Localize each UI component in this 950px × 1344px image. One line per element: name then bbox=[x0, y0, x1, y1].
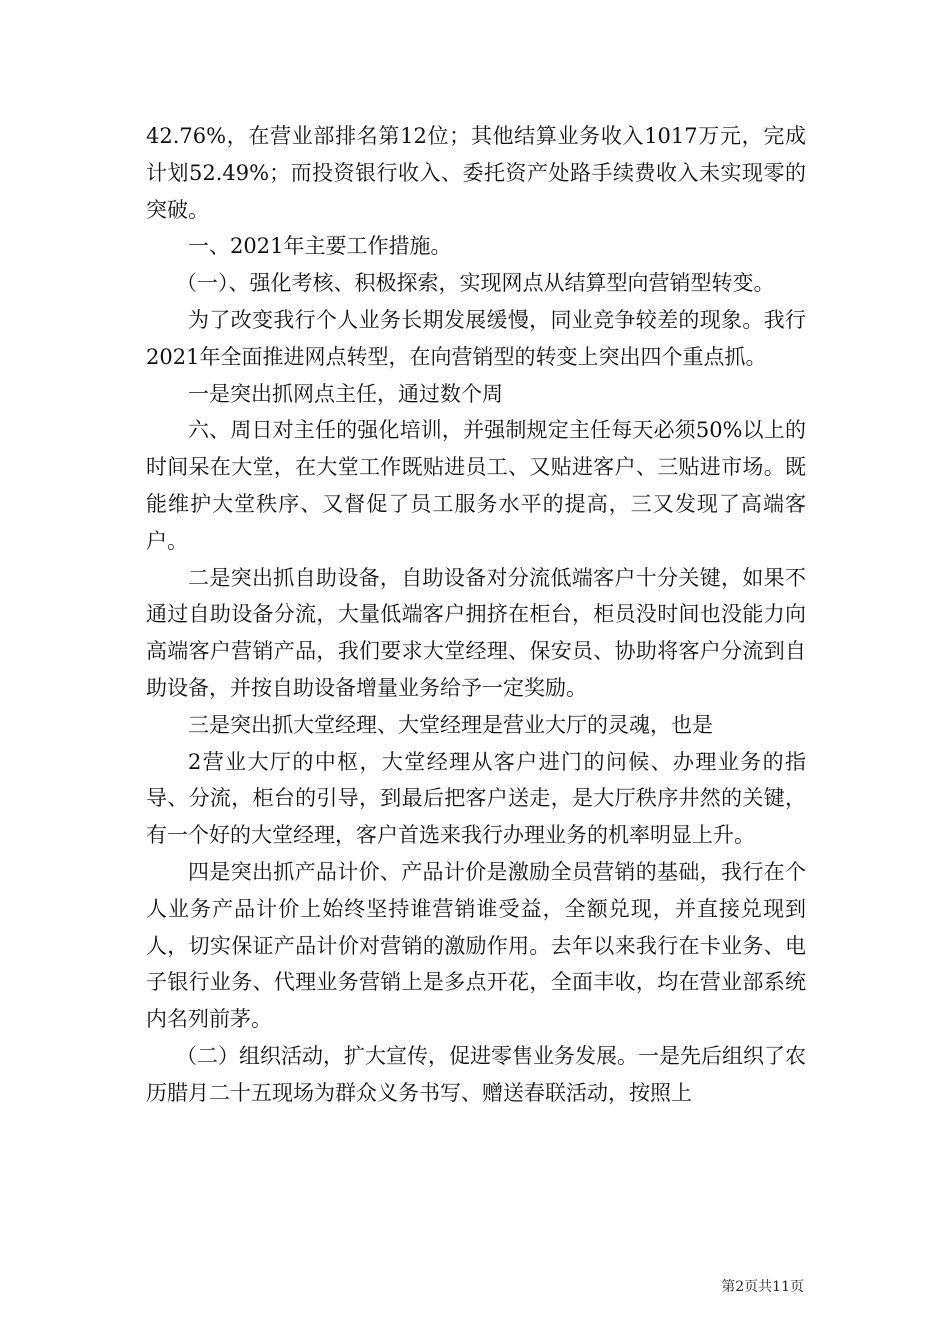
paragraph-5: 一是突出抓网点主任，通过数个周 bbox=[188, 381, 503, 406]
paragraph-7: 二是突出抓自助设备，自助设备对分流低端客户十分关键，如果不通过自助设备分流，大量低端客户拥挤在柜台，柜员没时间也没能力向高端客户营销产品，我们要求大堂经理、保安员、协助将客户分流到自助设备，并按自助设备增量业务给予一定奖励。 bbox=[146, 565, 806, 700]
paragraph-6: 六、周日对主任的强化培训，并强制规定主任每天必须50%以上的时间呆在大堂，在大堂工作既贴进员工、又贴进客户、三贴进市场。既能维护大堂秩序、又督促了员工服务水平的提高，三又发现了高端客户。 bbox=[146, 418, 806, 553]
paragraph-10: 四是突出抓产品计价、产品计价是激励全员营销的基础，我行在个人业务产品计价上始终坚持谁营销谁受益，全额兑现，并直接兑现到人，切实保证产品计价对营销的激励作用。去年以来我行在卡业务、电子银行业务、代理业务营销上是多点开花，全面丰收，均在营业部系统内名列前茅。 bbox=[146, 859, 806, 1032]
body-text bbox=[146, 118, 806, 1112]
paragraph-9: 2营业大厅的中枢，大堂经理从客户进门的问候、办理业务的指导、分流，柜台的引导，到最后把客户送走，是大厅秩序井然的关键，有一个好的大堂经理，客户首选来我行办理业务的机率明显上升。 bbox=[146, 749, 806, 848]
paragraph-11: （二）组织活动，扩大宣传，促进零售业务发展。一是先后组织了农历腊月二十五现场为群众义务书写、赠送春联活动，按照上 bbox=[146, 1043, 806, 1105]
paragraph-8: 三是突出抓大堂经理、大堂经理是营业大厅的灵魂，也是 bbox=[188, 712, 713, 737]
paragraph-4: 为了改变我行个人业务长期发展缓慢，同业竞争较差的现象。我行2021年全面推进网点转型，在向营销型的转变上突出四个重点抓。 bbox=[146, 307, 806, 369]
paragraph-1: 42.76%，在营业部排名第12位；其他结算业务收入1017万元，完成计划52.49%；而投资银行收入、委托资产处路手续费收入未实现零的突破。 bbox=[146, 124, 806, 222]
page-number-footer: 第2页共11页 bbox=[721, 1279, 804, 1295]
paragraph-3: （一）、强化考核、积极探索，实现网点从结算型向营销型转变。 bbox=[176, 271, 775, 296]
paragraph-2: 一、2021年主要工作措施。 bbox=[188, 234, 452, 259]
